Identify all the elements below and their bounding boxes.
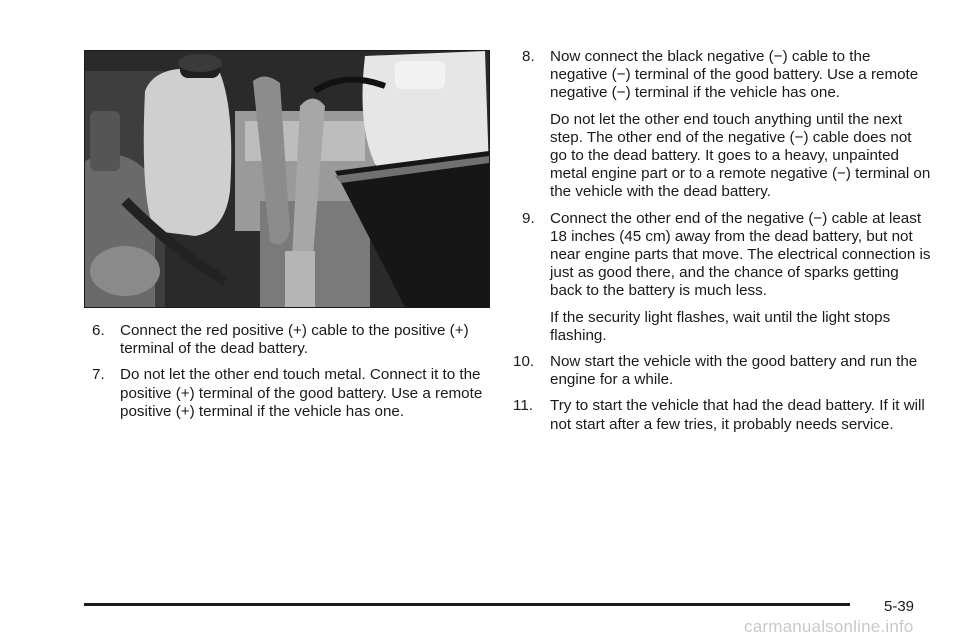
engine-jump-start-photo-icon: [85, 51, 489, 307]
step-text: Connect the red positive (+) cable to the positive (+) terminal of the dead battery.: [120, 322, 469, 358]
step-8-note: Do not let the other end touch anything until the next step. The other end of the negative (−) cable does not go to the dead battery. It goes to a heavy, unpainted metal engine part or to a remote negative (−) terminal on the vehicle with the dead battery.: [550, 110, 931, 201]
step-number: 7.: [92, 366, 105, 384]
step-text: Now connect the black negative (−) cable to the negative (−) terminal of the good battery. Use a remote negative (−) terminal if the vehicle has one.: [550, 48, 919, 102]
step-6: [92, 322, 492, 358]
step-10: [513, 353, 932, 389]
step-9: [522, 210, 932, 301]
step-number: 8.: [522, 48, 535, 65]
step-text: Connect the other end of the negative (−) cable at least 18 inches (45 cm) away from the dead battery, but not near engine parts that move. The electrical connection is just as good there, and the chance of sparks getting back to the battery is much less.: [550, 209, 931, 300]
step-8: [522, 48, 932, 103]
step-9-note: If the security light flashes, wait until the light stops flashing.: [550, 308, 891, 344]
step-text: Now start the vehicle with the good battery and run the engine for a while.: [550, 353, 918, 389]
step-11: [513, 397, 932, 433]
step-number: 6.: [92, 322, 105, 339]
watermark: carmanualsonline.info: [744, 617, 914, 636]
step-number: 11.: [513, 397, 533, 415]
right-column: [513, 48, 932, 442]
left-column: [92, 322, 492, 429]
step-text: Try to start the vehicle that had the dead battery. If it will not start after a few tries, it probably needs service.: [550, 397, 925, 433]
step-number: 10.: [513, 353, 535, 371]
step-number: 9.: [522, 209, 535, 227]
step-text: Do not let the other end touch metal. Connect it to the positive (+) terminal of the good battery. Use a remote positive (+) terminal if the vehicle has one.: [120, 366, 483, 420]
engine-photo: [84, 50, 490, 308]
step-7: [92, 366, 492, 421]
page-number: 5-39: [884, 598, 915, 615]
footer-rule: [84, 603, 850, 606]
